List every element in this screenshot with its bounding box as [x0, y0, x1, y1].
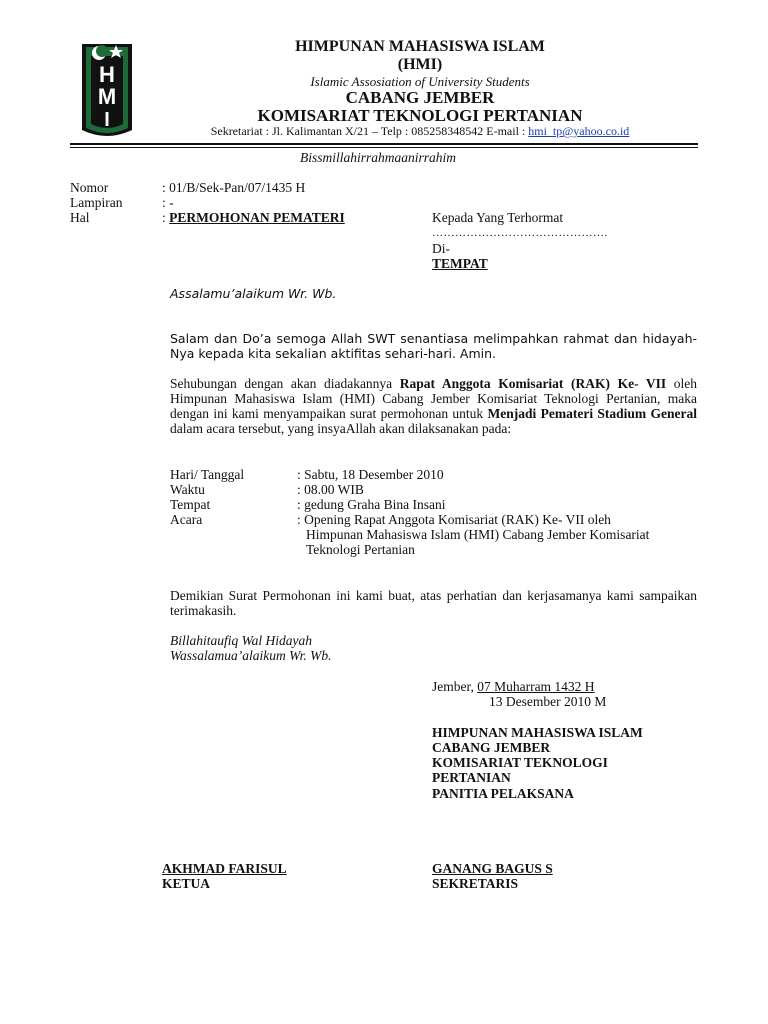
date-hijri: 07 Muharram 1432 H — [477, 679, 595, 694]
lampiran-label: Lampiran — [70, 195, 123, 210]
bismillah: Bissmillahirrahmaanirrahim — [300, 150, 457, 165]
paragraph-request — [170, 376, 697, 436]
request-event: Rapat Anggota Komisariat (RAK) Ke- VII — [399, 376, 667, 391]
signer-chair-role: KETUA — [162, 876, 211, 891]
detail-event-value: : Opening Rapat Anggota Komisariat (RAK) Ke- VII oleh — [297, 512, 611, 527]
request-role: Menjadi Pemateri Stadium General — [487, 406, 698, 421]
org-name: HIMPUNAN MAHASISWA ISLAM — [295, 38, 545, 55]
svg-text:M: M — [97, 84, 117, 109]
recipient-di: Di- — [432, 241, 450, 256]
signer-chair-name: AKHMAD FARISUL — [162, 861, 287, 876]
detail-event-label: Acara — [170, 512, 203, 527]
salam-closing: Wassalamua’alaikum Wr. Wb. — [170, 648, 332, 663]
sig-org-line-2: CABANG JEMBER — [432, 740, 551, 755]
billah: Billahitaufiq Wal Hidayah — [170, 633, 313, 648]
hal-subject: PERMOHONAN PEMATERI — [169, 210, 345, 225]
salam-opening: Assalamu’alaikum Wr. Wb. — [170, 286, 337, 301]
org-english-name: Islamic Assosiation of University Students — [310, 74, 530, 89]
email-link[interactable]: hmi_tp@yahoo.co.id — [528, 124, 630, 138]
svg-text:H: H — [99, 62, 115, 87]
letter-date-hijri — [432, 679, 595, 694]
lampiran-value: : - — [162, 195, 174, 210]
recipient-dots: ………………………………………. — [432, 227, 608, 239]
detail-time-label: Waktu — [170, 482, 205, 497]
nomor-label: Nomor — [70, 180, 109, 195]
detail-time-value: : 08.00 WIB — [297, 482, 364, 497]
secretariat-address — [150, 124, 690, 139]
hmi-logo-emblem — [80, 38, 134, 142]
detail-place-label: Tempat — [170, 497, 211, 512]
detail-event-cont-1: Himpunan Mahasiswa Islam (HMI) Cabang Jember Komisariat — [306, 527, 650, 542]
header-rule-thick — [70, 143, 698, 145]
org-abbr: (HMI) — [397, 56, 443, 73]
closing-paragraph: Demikian Surat Permohonan ini kami buat, atas perhatian dan kerjasamanya kami sampaikan terimakasih. — [170, 588, 697, 618]
recipient-greeting: Kepada Yang Terhormat — [432, 210, 564, 225]
detail-date-value: : Sabtu, 18 Desember 2010 — [297, 467, 444, 482]
nomor-value: : 01/B/Sek-Pan/07/1435 H — [162, 180, 306, 195]
detail-place-value: : gedung Graha Bina Insani — [297, 497, 446, 512]
paragraph-greeting: Salam dan Do’a semoga Allah SWT senantiasa melimpahkan rahmat dan hidayah-Nya kepada kita sekalian aktifitas sehari-hari. Amin. — [170, 331, 697, 361]
sig-org-line-4: PERTANIAN — [432, 770, 511, 785]
sig-org-line-5: PANITIA PELAKSANA — [432, 786, 574, 801]
recipient-place: TEMPAT — [432, 256, 488, 271]
request-text-1: Sehubungan dengan akan diadakannya — [170, 376, 400, 391]
detail-event-cont-2: Teknologi Pertanian — [306, 542, 415, 557]
header-rule-thin — [70, 147, 698, 148]
hal-label: Hal — [70, 210, 90, 225]
signer-secretary-name: GANANG BAGUS S — [432, 861, 553, 876]
request-text-2: oleh Himpunan Mahasiswa Islam (HMI) Cabang Jember Komisariat Teknologi Pertanian, maka dengan ini kami menyampaikan surat permohonan untuk — [170, 376, 697, 421]
sig-org-line-3: KOMISARIAT TEKNOLOGI — [432, 755, 608, 770]
detail-date-label: Hari/ Tanggal — [170, 467, 245, 482]
branch-name: CABANG JEMBER — [345, 88, 495, 107]
signer-secretary-role: SEKRETARIS — [432, 876, 519, 891]
commissariat-name: KOMISARIAT TEKNOLOGI PERTANIAN — [257, 106, 583, 125]
date-prefix: Jember, — [432, 679, 478, 694]
sig-org-line-1: HIMPUNAN MAHASISWA ISLAM — [432, 725, 643, 740]
hal-colon: : — [162, 210, 170, 225]
request-text-3: dalam acara tersebut, yang insyaAllah akan dilaksanakan pada: — [170, 421, 512, 436]
letter-date-masehi: 13 Desember 2010 M — [489, 694, 607, 709]
address-text: Sekretariat : Jl. Kalimantan X/21 – Telp : 085258348542 E-mail : — [210, 124, 529, 138]
svg-text:I: I — [104, 109, 110, 131]
hal-value — [162, 210, 345, 225]
hmi-logo — [80, 38, 134, 142]
